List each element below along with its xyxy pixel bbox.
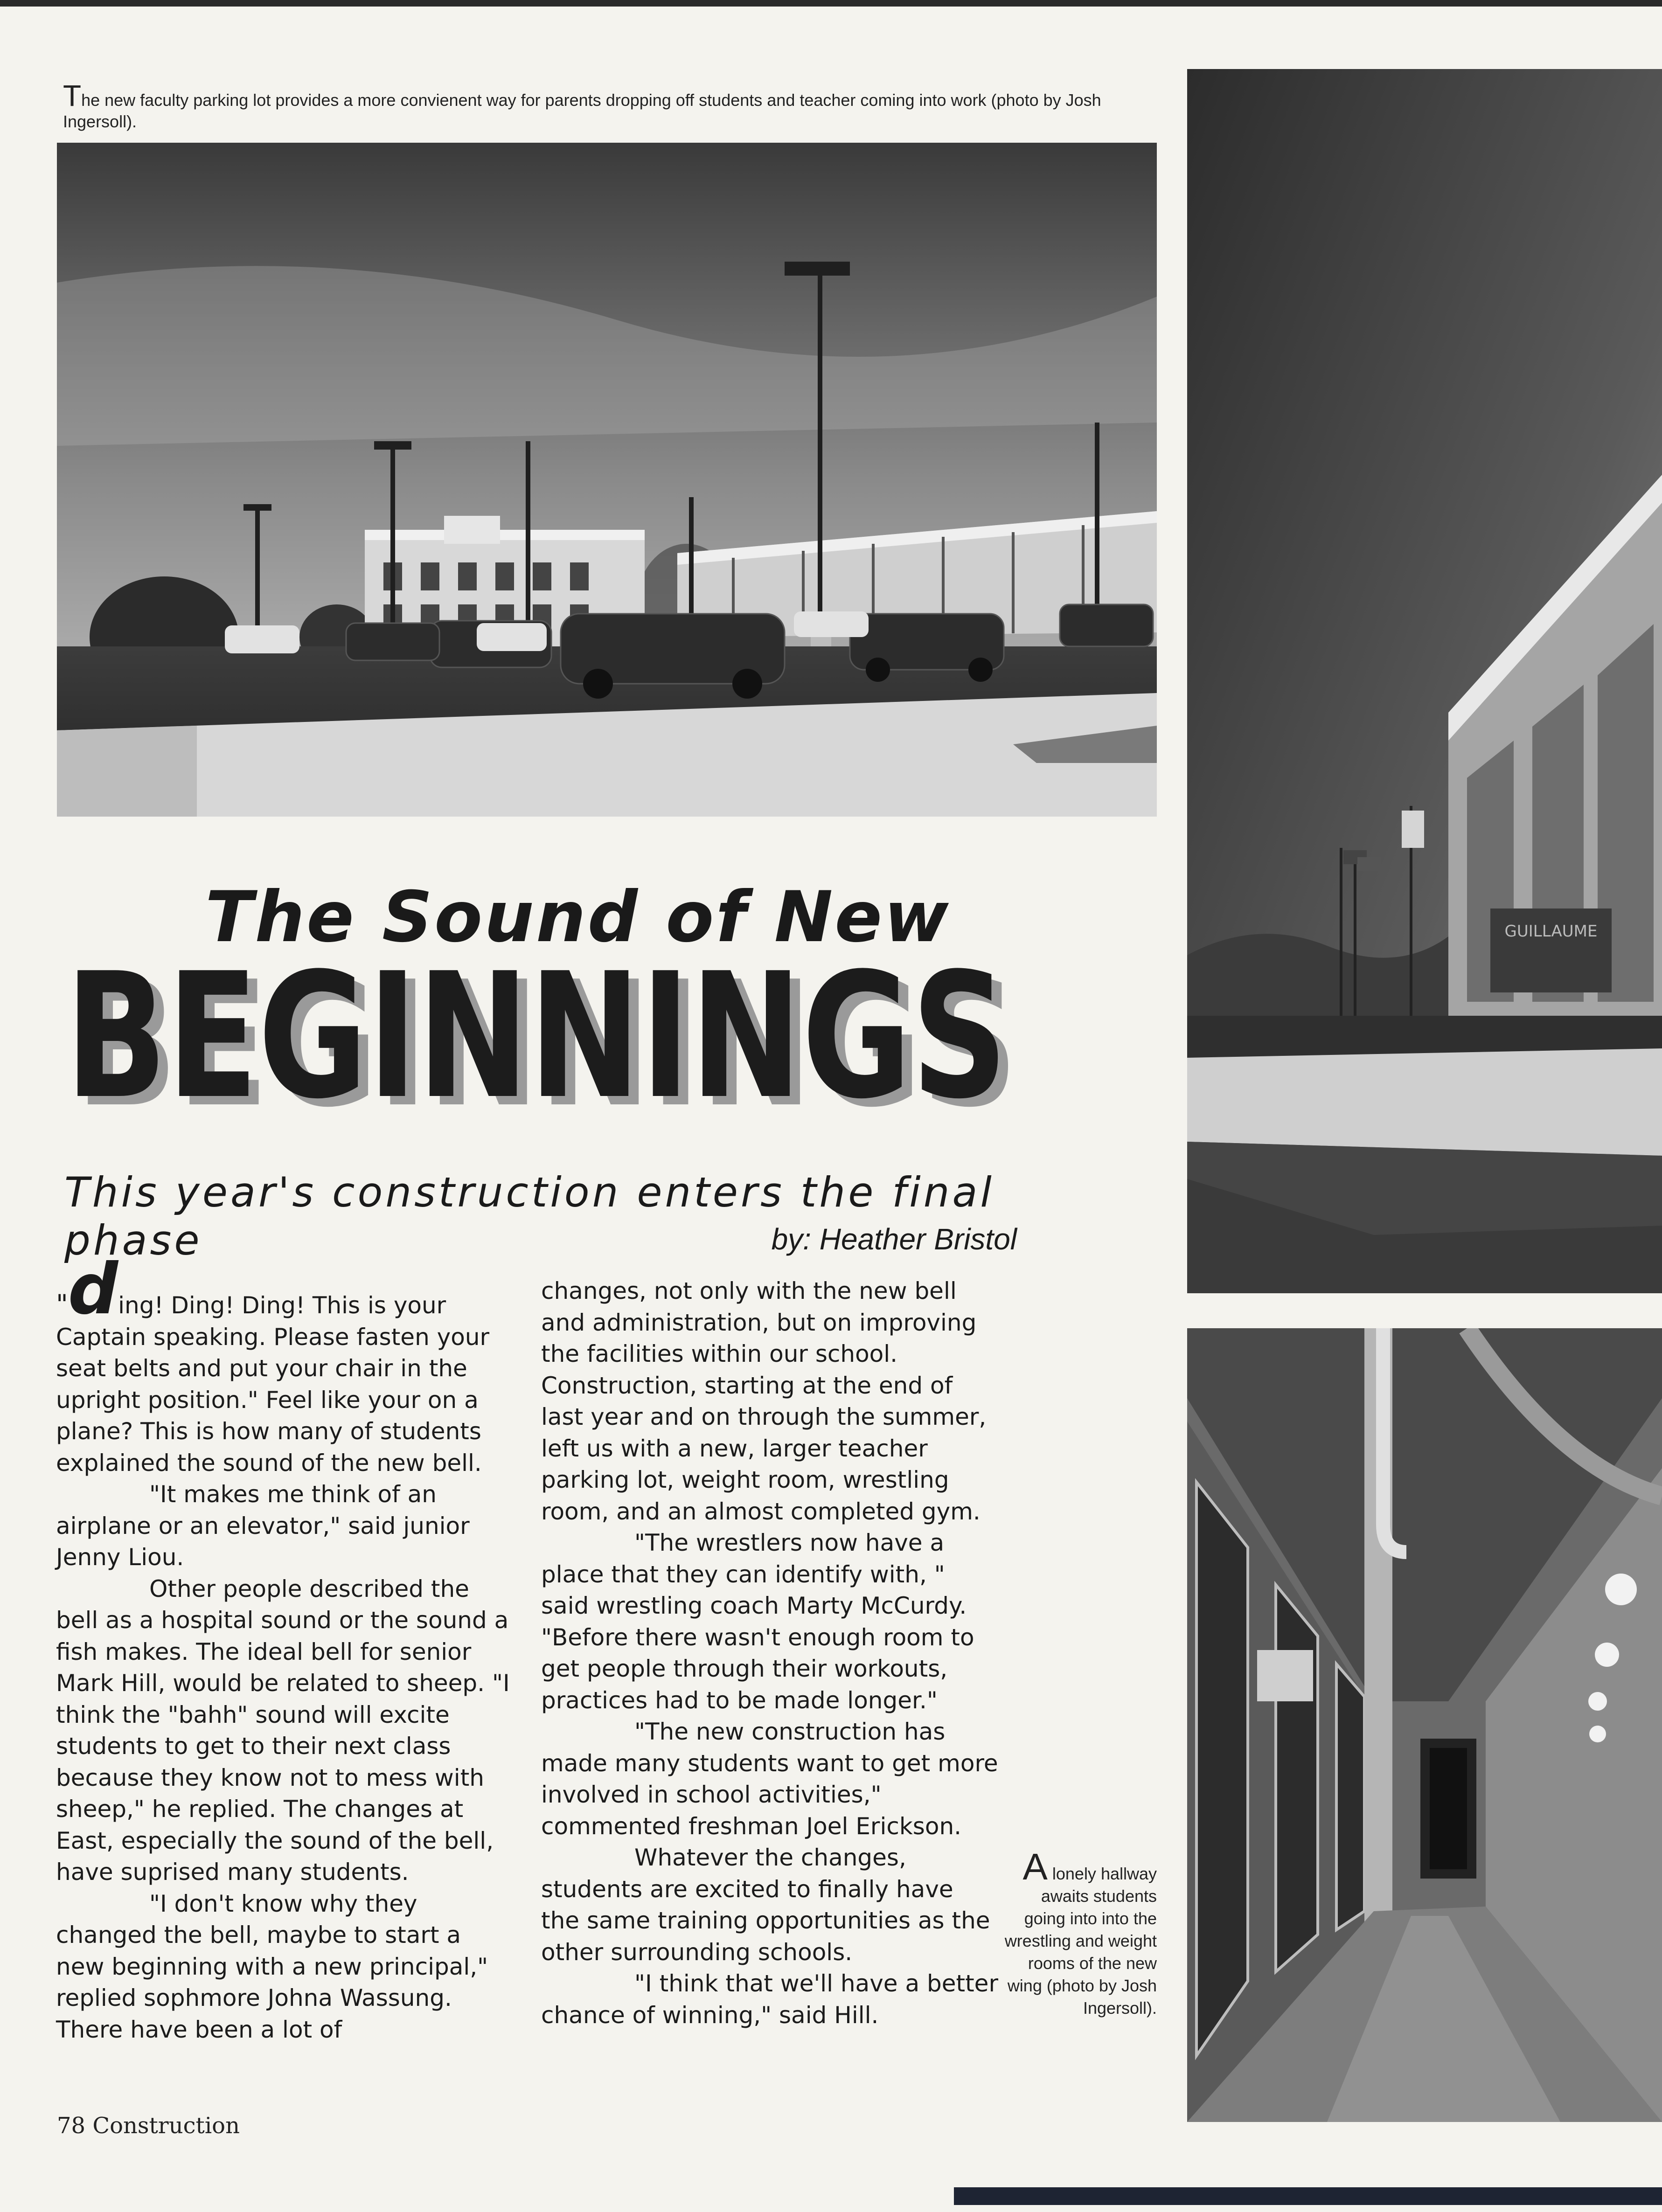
hallway-photo: [1187, 1328, 1662, 2122]
subtitle: This year's construction enters the final phase: [64, 1168, 994, 1264]
article-paragraph-text: ing! Ding! Ding! This is your Captain speaking. Please fasten your seat belts and put your chair in the upright position." Feel like your on a plane? This is how many of students explained the sound of the new bell.: [56, 1292, 490, 1477]
page-folio: 78 Construction: [57, 2113, 240, 2139]
article-paragraph: [56, 1249, 513, 1479]
side-caption-text: lonely hallway awaits students going into into the wrestling and weight rooms of the new wing (photo by Josh Ingersoll).: [1004, 1864, 1157, 2018]
side-caption-dropcap: A: [1022, 1846, 1048, 1887]
title-beginnings: [47, 942, 1050, 1138]
parking-photo-caption: [63, 79, 1136, 132]
caption-dropcap: T: [63, 79, 82, 112]
article-paragraph: "It makes me think of an airplane or an elevator," said junior Jenny Liou.: [56, 1481, 470, 1571]
building-sign: GUILLAUME: [1504, 922, 1598, 941]
article-dropcap: d: [68, 1249, 118, 1330]
building-exterior-photo: [1187, 69, 1662, 1293]
article-paragraph: "The wrestlers now have a place that they can identify with, " said wrestling coach Marty McCurdy. "Before there wasn't enough room to get people through their workouts, practices had to be made longer.": [541, 1529, 974, 1714]
top-border: [0, 0, 1662, 7]
article-column-left: [56, 1249, 513, 2046]
article-paragraph: changes, not only with the new bell and administration, but on improving the facilities within our school. Construction, starting at the end of last year and on through the summer, left us with a new, larger teacher parking lot, weight room, wrestling room, and an almost completed gym.: [541, 1277, 987, 1525]
parking-lot-photo: [57, 143, 1157, 817]
title-beginnings-text: BEGINNINGS: [65, 942, 1008, 1137]
title-line-1: The Sound of New: [205, 877, 951, 958]
article-column-right: [541, 1276, 998, 2031]
article-paragraph: Whatever the changes, students are excited to finally have the same training opportunities as the other surrounding schools.: [541, 1844, 990, 1966]
caption-text: he new faculty parking lot provides a more convienent way for parents dropping off students and teacher coming into work (photo by Josh Ingersoll).: [63, 90, 1101, 131]
byline: by: Heather Bristol: [771, 1222, 1017, 1256]
bottom-bar: [954, 2187, 1662, 2205]
article-paragraph: "I think that we'll have a better chance of winning," said Hill.: [541, 1970, 999, 2029]
article-paragraph: "I don't know why they changed the bell, maybe to start a new beginning with a new principal," replied sophmore Johna Wassung. There have been a lot of: [56, 1890, 488, 2043]
article-paragraph: "The new construction has made many students want to get more involved in school activities," commented freshman Joel Erickson.: [541, 1718, 998, 1840]
opening-quote: ": [56, 1290, 68, 1320]
article-paragraph: Other people described the bell as a hospital sound or the sound a fish makes. The ideal bell for senior Mark Hill, would be related to sheep. "I think the "bahh" sound will excite students to get to their next class because they know not to mess with sheep," he replied. The changes at East, especially the sound of the bell, have suprised many students.: [56, 1575, 510, 1886]
title-beginnings-shadow: BEGINNINGS: [76, 945, 1018, 1138]
hallway-photo-caption: [1003, 1846, 1157, 2019]
